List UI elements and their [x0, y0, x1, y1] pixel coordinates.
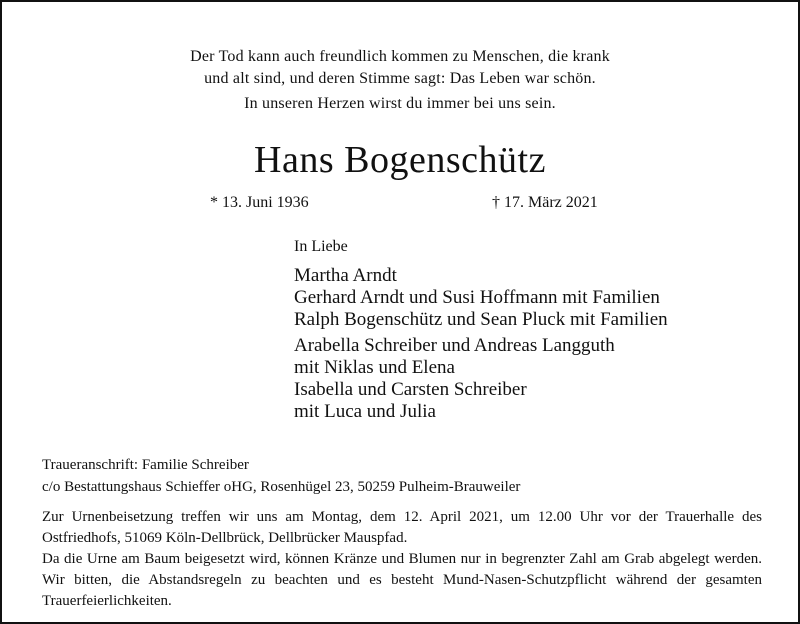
quote-block — [2, 46, 798, 115]
quote-line: Der Tod kann auch freundlich kommen zu Menschen, die krank — [190, 48, 610, 65]
mourner-line: mit Niklas und Elena — [294, 357, 455, 378]
info-paragraph: Zur Urnenbeisetzung treffen wir uns am Montag, dem 12. April 2021, um 12.00 Uhr vor der Trauerhalle des Ostfriedhofs, 51069 Köln-Dellbrück, Dellbrücker Mauspfad. — [42, 509, 762, 546]
quote-line: In unseren Herzen wirst du immer bei uns sein. — [244, 95, 556, 112]
mourners-group — [294, 335, 668, 423]
mourner-line: Gerhard Arndt und Susi Hoffmann mit Familien — [294, 287, 660, 308]
birth-date: * 13. Juni 1936 — [210, 194, 309, 211]
address-line: Traueranschrift: Familie Schreiber — [42, 457, 249, 473]
mourner-line: mit Luca und Julia — [294, 401, 436, 422]
mourning-address — [42, 454, 520, 498]
death-date: † 17. März 2021 — [492, 194, 598, 211]
mourners-list — [294, 265, 668, 423]
mourners-group — [294, 265, 668, 331]
quote-line: und alt sind, und deren Stimme sagt: Das Leben war schön. — [204, 70, 596, 87]
deceased-name: Hans Bogenschütz — [254, 139, 546, 181]
funeral-info — [42, 507, 762, 612]
mourner-line: Isabella und Carsten Schreiber — [294, 379, 527, 400]
mourner-line: Martha Arndt — [294, 265, 397, 286]
address-line: c/o Bestattungshaus Schieffer oHG, Rosenhügel 23, 50259 Pulheim-Brauweiler — [42, 479, 521, 495]
mourner-line: Arabella Schreiber und Andreas Langguth — [294, 335, 615, 356]
mourners-intro: In Liebe — [294, 238, 348, 255]
info-paragraph: Da die Urne am Baum beigesetzt wird, können Kränze und Blumen nur in begrenzter Zahl am Grab abgelegt werden. Wir bitten, die Abstandsregeln zu beachten und es besteht Mund-Nasen-Schutzpflicht während der gesamten Trauerfeierlichkeiten. — [42, 551, 762, 609]
mourner-line: Ralph Bogenschütz und Sean Pluck mit Familien — [294, 309, 668, 330]
